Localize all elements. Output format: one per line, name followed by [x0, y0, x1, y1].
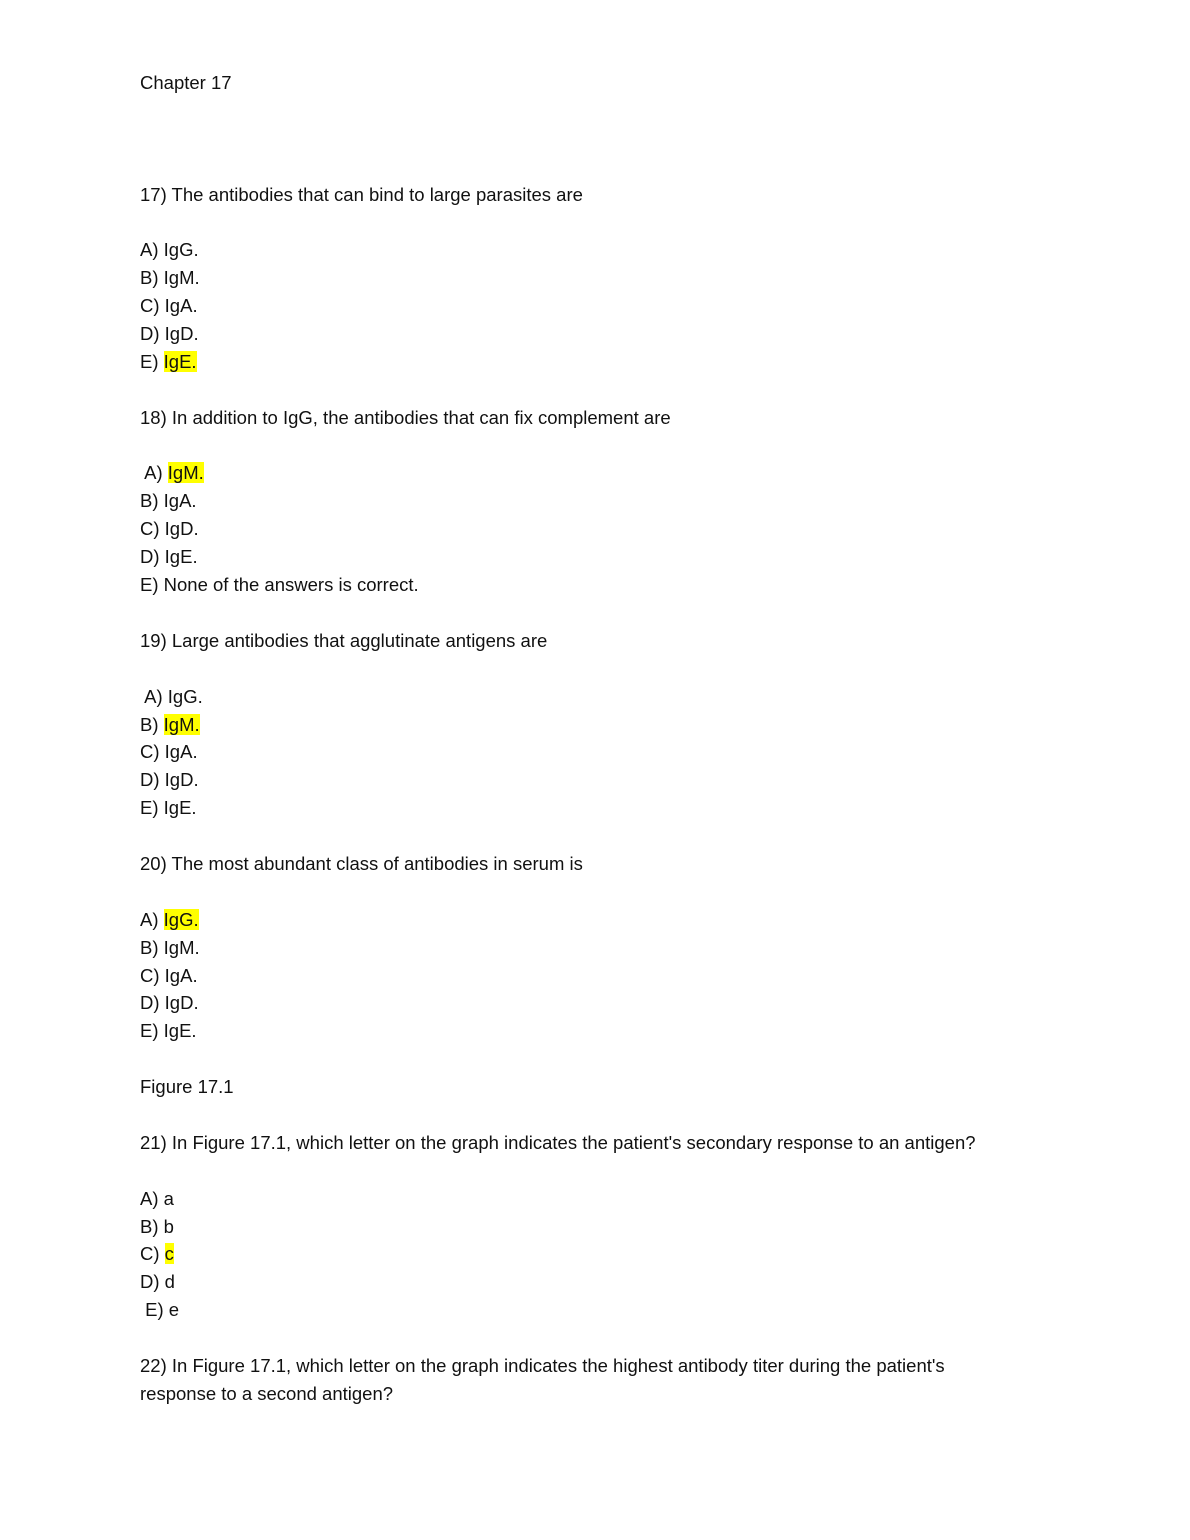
spacer: [140, 1157, 1040, 1185]
option-b: [140, 487, 1040, 515]
option-prefix: B): [140, 936, 164, 958]
option-text: d: [164, 1271, 175, 1293]
option-prefix: D): [140, 769, 165, 791]
option-c: [140, 962, 1040, 990]
option-prefix: B): [140, 267, 164, 289]
option-prefix: A): [140, 239, 164, 261]
spacer: [140, 376, 1040, 404]
question-stem-line2: response to a second antigen?: [140, 1382, 394, 1404]
option-d: [140, 766, 1040, 794]
option-prefix: E): [140, 797, 164, 819]
highlighted-answer: c: [164, 1243, 174, 1265]
question-stem: 21) In Figure 17.1, which letter on the graph indicates the patient's secondary response to an antigen?: [140, 1131, 976, 1153]
option-prefix: E): [140, 574, 164, 596]
option-prefix: B): [140, 1215, 164, 1237]
option-text: IgA.: [163, 490, 197, 512]
option-text: b: [163, 1215, 174, 1237]
option-b: [140, 1213, 1040, 1241]
option-text: IgA.: [164, 295, 198, 317]
option-b: [140, 711, 1040, 739]
option-a: [140, 683, 1040, 711]
option-prefix: A): [140, 462, 168, 484]
option-text: IgE.: [164, 546, 198, 568]
spacer: [140, 1045, 1040, 1073]
highlighted-answer: IgM.: [167, 462, 204, 484]
option-prefix: D): [140, 992, 165, 1014]
option-prefix: D): [140, 1271, 165, 1293]
option-text: IgE.: [163, 797, 197, 819]
option-e: [140, 571, 1040, 599]
option-prefix: D): [140, 323, 165, 345]
option-prefix: B): [140, 490, 164, 512]
option-prefix: C): [140, 1243, 165, 1265]
question-17: [140, 181, 1040, 376]
option-prefix: A): [140, 1187, 164, 1209]
option-d: [140, 543, 1040, 571]
option-e: [140, 348, 1040, 376]
option-prefix: C): [140, 295, 165, 317]
option-c: [140, 515, 1040, 543]
option-prefix: B): [140, 713, 164, 735]
option-text: None of the answers is correct.: [163, 574, 419, 596]
option-text: IgM.: [163, 267, 200, 289]
option-e: [140, 794, 1040, 822]
option-prefix: E): [140, 350, 164, 372]
option-a: [140, 1185, 1040, 1213]
option-d: [140, 320, 1040, 348]
option-text: IgD.: [164, 518, 199, 540]
option-text: IgG.: [163, 239, 199, 261]
document-page: [140, 69, 1040, 1408]
question-18: [140, 404, 1040, 599]
highlighted-answer: IgE.: [163, 350, 197, 372]
spacer: [140, 822, 1040, 850]
option-d: [140, 989, 1040, 1017]
option-prefix: D): [140, 546, 165, 568]
question-stem: 17) The antibodies that can bind to large parasites are: [140, 183, 583, 205]
option-a: [140, 236, 1040, 264]
question-21: [140, 1129, 1040, 1324]
option-prefix: C): [140, 741, 165, 763]
question-19: [140, 627, 1040, 822]
option-c: [140, 738, 1040, 766]
option-prefix: A): [140, 908, 164, 930]
spacer: [140, 878, 1040, 906]
option-text: IgD.: [164, 992, 199, 1014]
option-c: [140, 1240, 1040, 1268]
option-text: IgM.: [163, 936, 200, 958]
option-text: IgD.: [164, 769, 199, 791]
option-text: e: [168, 1299, 180, 1321]
option-text: IgA.: [164, 964, 198, 986]
option-prefix: E): [140, 1020, 164, 1042]
option-a: [140, 459, 1040, 487]
option-prefix: A): [140, 685, 168, 707]
figure-caption: Figure 17.1: [140, 1076, 234, 1098]
question-stem: 18) In addition to IgG, the antibodies that can fix complement are: [140, 406, 671, 428]
option-text: IgA.: [164, 741, 198, 763]
option-c: [140, 292, 1040, 320]
highlighted-answer: IgM.: [163, 713, 200, 735]
chapter-heading: Chapter 17: [140, 72, 232, 93]
spacer: [140, 153, 1040, 181]
spacer: [140, 599, 1040, 627]
option-text: IgD.: [164, 323, 199, 345]
question-stem: 19) Large antibodies that agglutinate antigens are: [140, 629, 548, 651]
spacer: [140, 655, 1040, 683]
question-stem-line1: 22) In Figure 17.1, which letter on the graph indicates the highest antibody titer during the patient's: [140, 1354, 945, 1376]
highlighted-answer: IgG.: [163, 908, 199, 930]
spacer: [140, 208, 1040, 236]
question-20: [140, 850, 1040, 1045]
option-text: IgG.: [167, 685, 203, 707]
option-e: [140, 1296, 1040, 1324]
spacer: [140, 97, 1040, 153]
question-stem: 20) The most abundant class of antibodies in serum is: [140, 852, 583, 874]
option-prefix: E): [140, 1299, 169, 1321]
option-b: [140, 264, 1040, 292]
option-e: [140, 1017, 1040, 1045]
spacer: [140, 1324, 1040, 1352]
option-d: [140, 1268, 1040, 1296]
option-text: IgE.: [163, 1020, 197, 1042]
option-prefix: C): [140, 964, 165, 986]
option-b: [140, 934, 1040, 962]
spacer: [140, 432, 1040, 460]
option-text: a: [163, 1187, 174, 1209]
option-prefix: C): [140, 518, 165, 540]
question-22: [140, 1352, 1040, 1408]
option-a: [140, 906, 1040, 934]
spacer: [140, 1101, 1040, 1129]
